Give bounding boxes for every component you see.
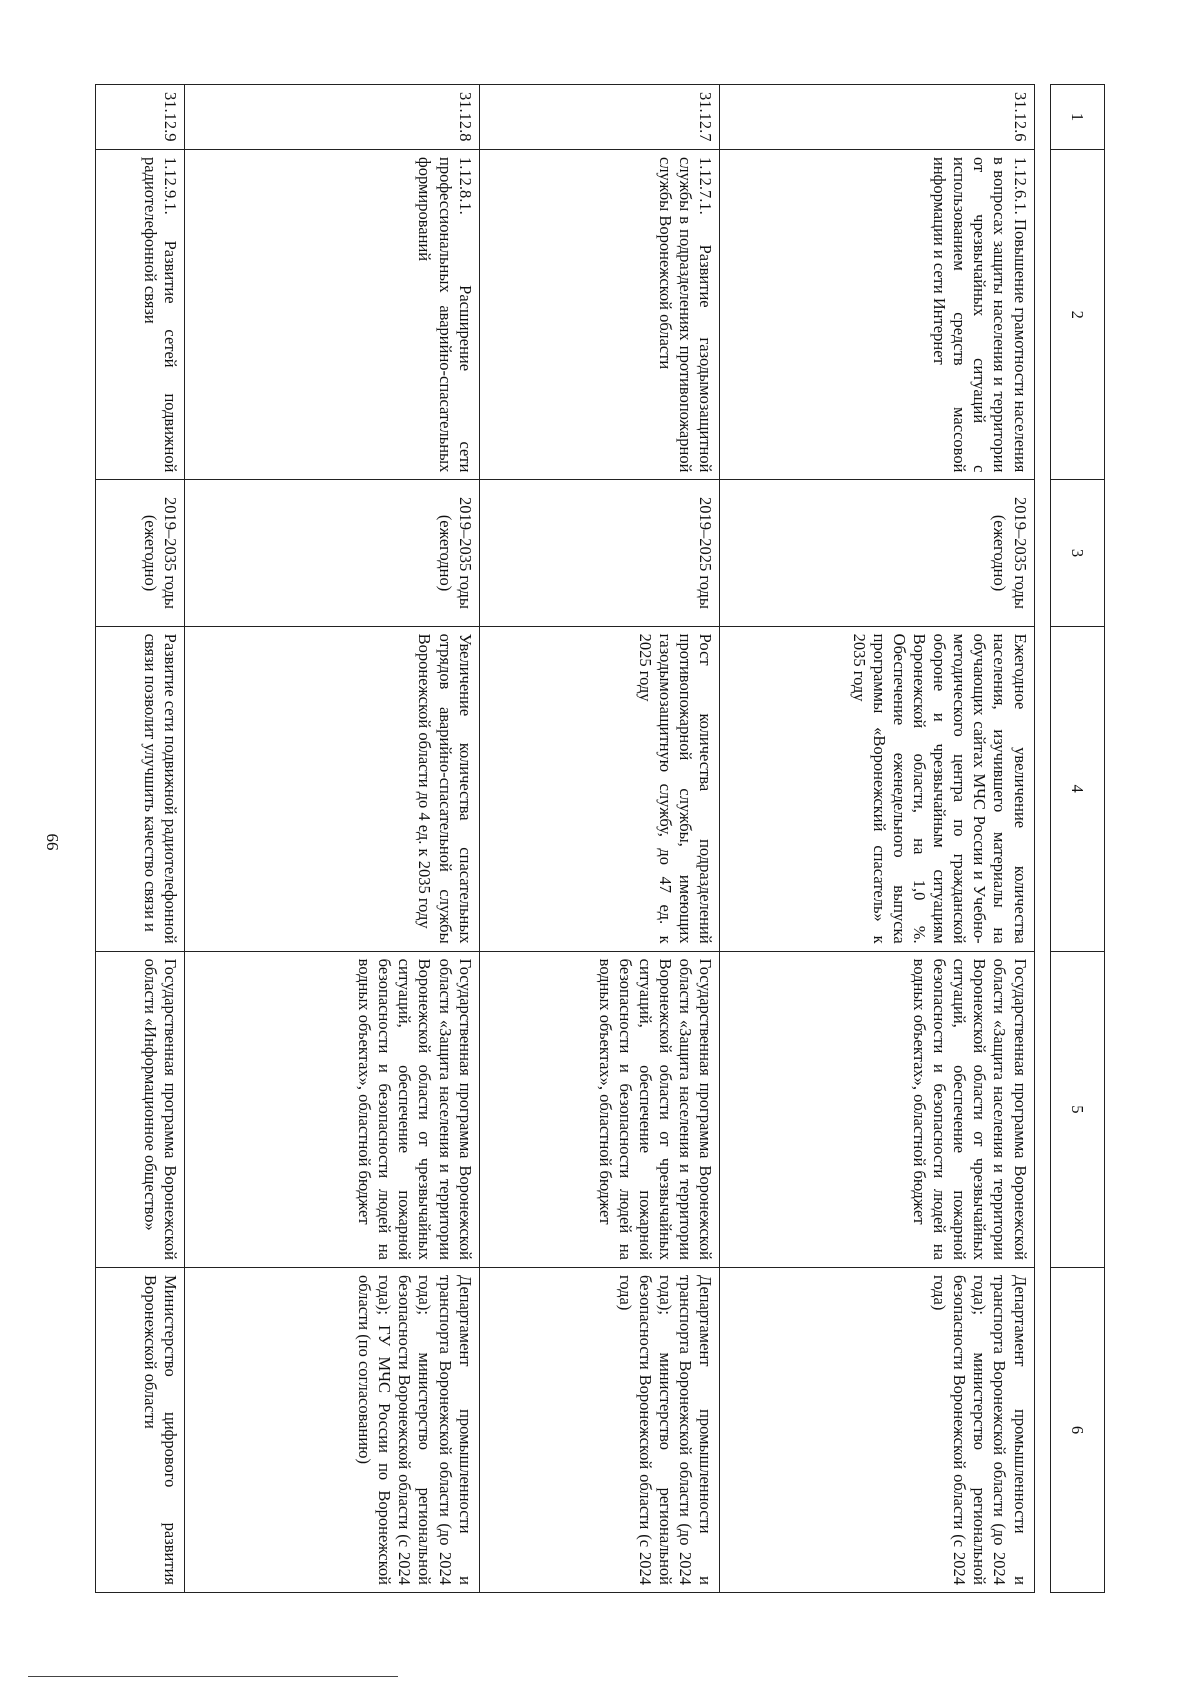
column-number: 5 bbox=[1050, 951, 1104, 1267]
activity-cell: 1.12.6.1. Повышение грамотности населения в вопросах защиты населения и территории от чрезвычайных ситуаций с использованием средств массовой информации и сети Интернет bbox=[720, 150, 1034, 480]
activity-cell: 1.12.7.1. Развитие газодымозащитной службы в подразделениях противопожарной службы Воронежской области bbox=[479, 150, 720, 480]
program-cell: Государственная программа Воронежской области «Защита населения и территории Воронежской области от чрезвычайных ситуаций, обеспечение пожарной безопасности и безопасности людей на водных объектах», областной бюджет bbox=[184, 951, 479, 1267]
measures-table-rotated bbox=[95, 84, 1105, 1593]
footer-divider bbox=[28, 1676, 398, 1677]
executor-cell: Департамент промышленности и транспорта Воронежской области (до 2024 года); министерство региональной безопасности Воронежской области (с 2024 года); ГУ МЧС России по Воронежской области (по согласованию) bbox=[184, 1267, 479, 1592]
column-number: 6 bbox=[1050, 1267, 1104, 1592]
period-cell: 2019–2025 годы bbox=[479, 480, 720, 626]
executor-cell: Министерство цифрового развития Воронежской области bbox=[96, 1267, 185, 1592]
row-id: 31.12.7 bbox=[479, 85, 720, 150]
executor-cell: Департамент промышленности и транспорта Воронежской области (до 2024 года); министерство региональной безопасности Воронежской области (с 2024 года) bbox=[720, 1267, 1034, 1592]
activity-cell: 1.12.8.1. Расширение сети профессиональных аварийно-спасательных формирований bbox=[184, 150, 479, 480]
program-cell: Государственная программа Воронежской области «Защита населения и территории Воронежской области от чрезвычайных ситуаций, обеспечение пожарной безопасности и безопасности людей на водных объектах», областной бюджет bbox=[479, 951, 720, 1267]
period-cell: 2019–2035 годы (ежегодно) bbox=[184, 480, 479, 626]
table-row bbox=[96, 85, 185, 1593]
result-cell: Рост количества подразделений противопожарной службы, имеющих газодымозащитную службу, до 47 ед. к 2025 году bbox=[479, 626, 720, 951]
page-number: 99 bbox=[43, 833, 62, 851]
table-row bbox=[479, 85, 720, 1593]
result-cell: Ежегодное увеличение количества населения, изучившего материалы на обучающих сайтах МЧС России и Учебно-методического центра по гражданской обороне и чрезвычайным ситуациям Воронежской области, на 1,0 %. Обеспечение еженедельного выпуска программы «Воронежский спасатель» к 2035 году bbox=[720, 626, 1034, 951]
measures-table bbox=[95, 84, 1105, 1593]
table-row bbox=[184, 85, 479, 1593]
program-cell: Государственная программа Воронежской области «Информационное общество» bbox=[96, 951, 185, 1267]
column-number: 4 bbox=[1050, 626, 1104, 951]
row-id: 31.12.6 bbox=[720, 85, 1034, 150]
column-number: 3 bbox=[1050, 480, 1104, 626]
column-number-row bbox=[1050, 85, 1104, 1593]
activity-cell: 1.12.9.1. Развитие сетей подвижной радиотелефонной связи bbox=[96, 150, 185, 480]
period-cell: 2019–2035 годы (ежегодно) bbox=[720, 480, 1034, 626]
row-id: 31.12.8 bbox=[184, 85, 479, 150]
result-cell: Развитие сети подвижной радиотелефонной связи позволит улучшить качество связи и bbox=[96, 626, 185, 951]
result-cell: Увеличение количества спасательных отрядов аварийно-спасательной службы Воронежской области до 4 ед. к 2035 году bbox=[184, 626, 479, 951]
program-cell: Государственная программа Воронежской области «Защита населения и территории Воронежской области от чрезвычайных ситуаций, обеспечение пожарной безопасности и безопасности людей на водных объектах», областной бюджет bbox=[720, 951, 1034, 1267]
spacer-row bbox=[1034, 85, 1050, 1593]
column-number: 1 bbox=[1050, 85, 1104, 150]
table-row bbox=[720, 85, 1034, 1593]
row-id: 31.12.9 bbox=[96, 85, 185, 150]
executor-cell: Департамент промышленности и транспорта Воронежской области (до 2024 года); министерство региональной безопасности Воронежской области (с 2024 года) bbox=[479, 1267, 720, 1592]
period-cell: 2019–2035 годы (ежегодно) bbox=[96, 480, 185, 626]
column-number: 2 bbox=[1050, 150, 1104, 480]
